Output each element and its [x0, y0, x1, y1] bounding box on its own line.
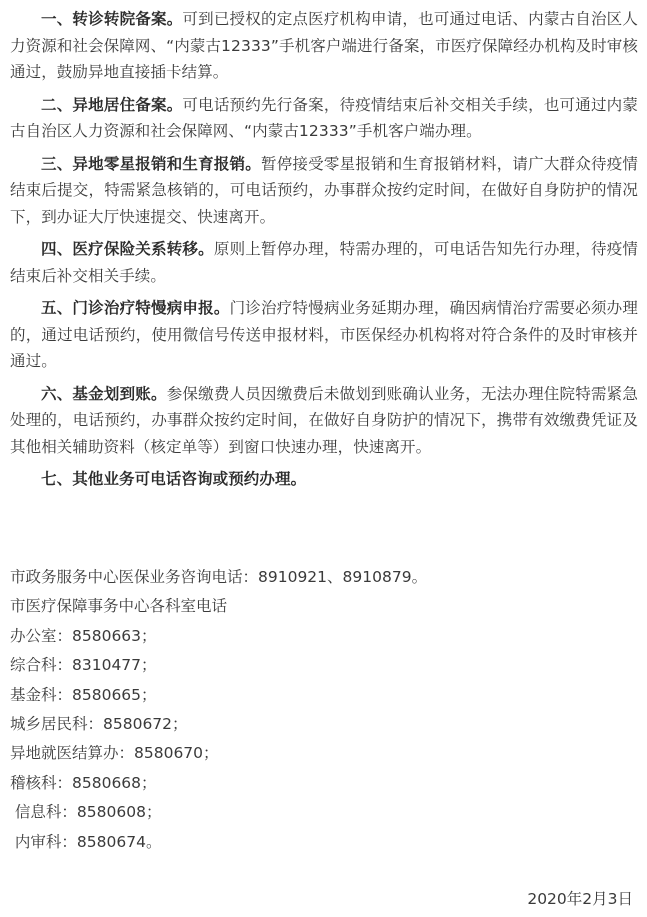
- item-fund-transfer: [10, 381, 638, 461]
- item-other-services: [10, 466, 638, 493]
- contact-residents: 城乡居民科：8580672；: [10, 715, 188, 734]
- contact-internal-audit: 内审科：8580674。: [10, 832, 162, 851]
- item-title: 六、基金划到账。: [41, 384, 167, 403]
- item-title: 四、医疗保险关系转移。: [41, 240, 214, 258]
- item-title: 七、其他业务可电话咨询或预约办理。: [41, 470, 307, 488]
- contact-fund: 基金科：8580665；: [10, 685, 157, 704]
- consult-phone: 市政务服务中心医保业务咨询电话：8910921、8910879。: [10, 568, 428, 586]
- item-text: 可到已授权的定点医疗机构申请，也可通过电话、内蒙古自治区人力资源和社会保障网、“内蒙古12333”手机客户端进行备案，市医疗保障经办机构及时审核通过，鼓励异地直接插卡结算。: [10, 10, 638, 81]
- item-reimbursement: [10, 151, 638, 231]
- item-title: 五、门诊治疗特慢病申报。: [41, 299, 230, 317]
- item-title: 一、转诊转院备案。: [41, 10, 183, 28]
- contact-heading: 市医疗保障事务中心各科室电话: [10, 597, 228, 616]
- item-text: 门诊治疗特慢病业务延期办理，确因病情治疗需要必须办理的，通过电话预约，使用微信号传送申报材料，市医保经办机构将对符合条件的及时审核并通过。: [10, 299, 638, 370]
- item-title: 三、异地零星报销和生育报销。: [41, 154, 261, 173]
- service-items: [10, 6, 638, 499]
- item-text: 原则上暂停办理，特需办理的，可电话告知先行办理，待疫情结束后补交相关手续。: [10, 240, 639, 285]
- contact-list: [10, 563, 610, 857]
- contact-remote-settlement: 异地就医结算办：8580670；: [10, 744, 219, 763]
- item-remote-residence-filing: [10, 92, 638, 145]
- contact-audit: 稽核科：8580668；: [10, 773, 157, 792]
- contact-general: 综合科：8310477；: [10, 656, 157, 675]
- item-chronic-disease: [10, 295, 638, 375]
- item-insurance-transfer: [10, 236, 638, 289]
- item-referral-filing: [10, 6, 638, 86]
- item-title: 二、异地居住备案。: [41, 95, 183, 114]
- contact-office: 办公室：8580663；: [10, 626, 157, 645]
- item-text: 参保缴费人员因缴费后未做划到账确认业务，无法办理住院特需紧急处理的，电话预约，办事群众按约定时间，在做好自身防护的情况下，携带有效缴费凭证及其他相关辅助资料（核定单等）到窗口快速办理，快速离开。: [10, 384, 638, 456]
- publish-date: 2020年2月3日: [527, 890, 633, 908]
- item-text: 可电话预约先行备案，待疫情结束后补交相关手续，也可通过内蒙古自治区人力资源和社会保障网、“内蒙古12333”手机客户端办理。: [10, 95, 638, 140]
- contact-info: 信息科：8580608；: [10, 803, 162, 822]
- item-text: 暂停接受零星报销和生育报销材料，请广大群众待疫情结束后提交，特需紧急核销的，可电话预约，办事群众按约定时间，在做好自身防护的情况下，到办证大厅快速提交、快速离开。: [10, 154, 639, 226]
